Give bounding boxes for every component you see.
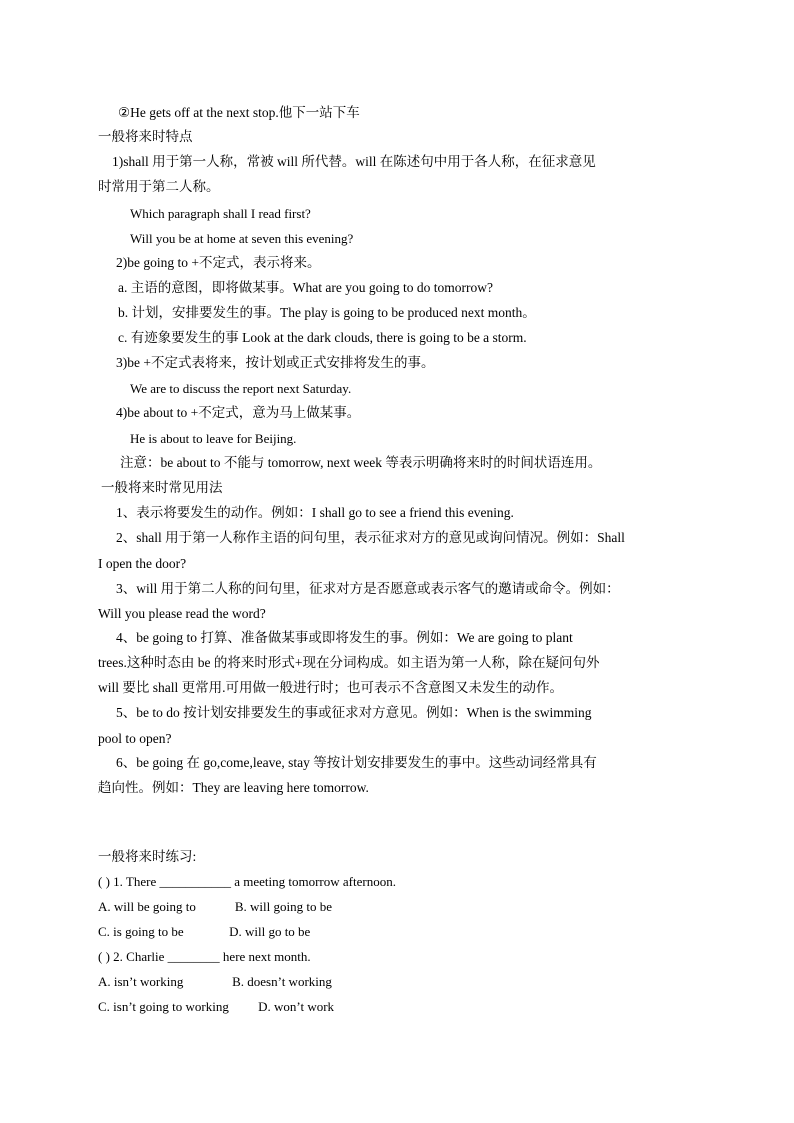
example-sentence: Will you be at home at seven this evening? <box>130 231 354 246</box>
exercise-options: C. isn’t going to working D. won’t work <box>98 999 335 1014</box>
usage-text: 1、表示将要发生的动作。例如：I shall go to see a friend this evening. <box>116 505 514 520</box>
rule-text: b. 计划，安排要发生的事。The play is going to be produced next month。 <box>118 305 536 320</box>
rule-text: 3)be +不定式表将来，按计划或正式安排将发生的事。 <box>116 355 435 370</box>
exercise-heading: 一般将来时练习: <box>98 849 197 864</box>
usage-text: Will you please read the word? <box>98 606 266 621</box>
usage-text: 3、will 用于第二人称的问句里，征求对方是否愿意或表示客气的邀请或命令。例如： <box>116 581 620 596</box>
usage-text: 趋向性。例如：They are leaving here tomorrow. <box>98 780 369 795</box>
section-heading: 一般将来时特点 <box>98 129 193 144</box>
usage-text: I open the door? <box>98 556 187 571</box>
exercise-options: A. will be going to B. will going to be <box>98 899 332 914</box>
note-text: 注意：be about to 不能与 tomorrow, next week 等表示明确将来时的时间状语连用。 <box>120 455 602 470</box>
exercise-options: A. isn’t working B. doesn’t working <box>98 974 332 989</box>
example-sentence: ②He gets off at the next stop.他下一站下车 <box>118 105 360 120</box>
usage-text: pool to open? <box>98 731 172 746</box>
exercise-question: ( ) 1. There ___________ a meeting tomorrow afternoon. <box>98 874 396 889</box>
exercise-question: ( ) 2. Charlie ________ here next month. <box>98 949 311 964</box>
example-sentence: He is about to leave for Beijing. <box>130 431 297 446</box>
rule-text: 2)be going to +不定式，表示将来。 <box>116 255 321 270</box>
rule-text: 1)shall 用于第一人称，常被 will 所代替。will 在陈述句中用于各人称，在征求意见 <box>112 154 596 169</box>
section-heading: 一般将来时常见用法 <box>101 480 223 495</box>
rule-text: 4)be about to +不定式，意为马上做某事。 <box>116 405 361 420</box>
rule-text: 时常用于第二人称。 <box>98 179 220 194</box>
example-sentence: We are to discuss the report next Saturday. <box>130 381 352 396</box>
usage-text: 4、be going to 打算、准备做某事或即将发生的事。例如：We are going to plant <box>116 630 573 645</box>
usage-text: trees.这种时态由 be 的将来时形式+现在分词构成。如主语为第一人称，除在疑问句外 <box>98 655 600 670</box>
rule-text: a. 主语的意图，即将做某事。What are you going to do tomorrow? <box>118 280 493 295</box>
usage-text: 5、be to do 按计划安排要发生的事或征求对方意见。例如：When is the swimming <box>116 705 592 720</box>
rule-text: c. 有迹象要发生的事 Look at the dark clouds, there is going to be a storm. <box>118 330 527 345</box>
usage-text: 2、shall 用于第一人称作主语的问句里，表示征求对方的意见或询问情况。例如：Shall <box>116 530 625 545</box>
exercise-options: C. is going to be D. will go to be <box>98 924 311 939</box>
usage-text: will 要比 shall 更常用.可用做一般进行时；也可表示不含意图又未发生的动作。 <box>98 680 563 695</box>
example-sentence: Which paragraph shall I read first? <box>130 206 311 221</box>
usage-text: 6、be going 在 go,come,leave, stay 等按计划安排要发生的事中。这些动词经常具有 <box>116 755 597 770</box>
